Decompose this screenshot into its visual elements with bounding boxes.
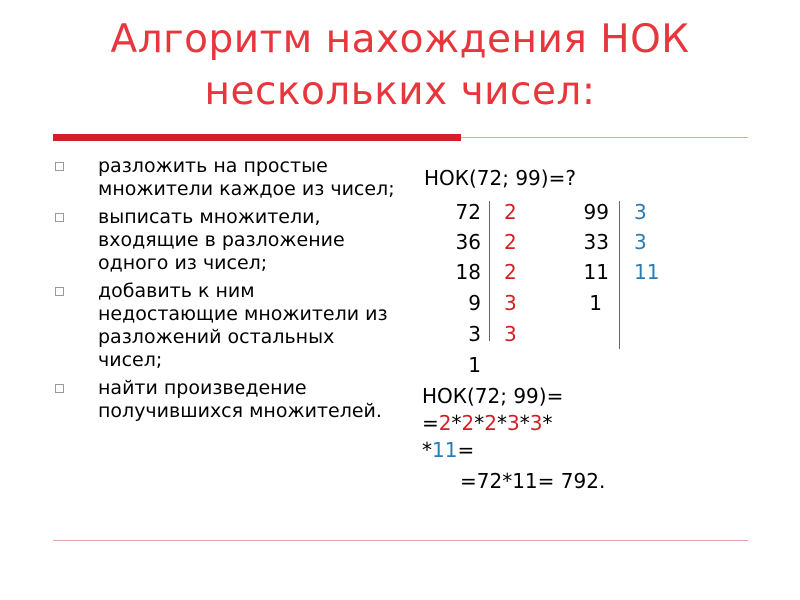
step-item	[55, 280, 395, 372]
factor-divider-left	[489, 201, 490, 341]
step-text: найти произведение получившихся множителей.	[98, 377, 382, 422]
product-factor: 3	[529, 411, 543, 435]
right-factor: 3	[634, 230, 647, 254]
step-item	[55, 206, 395, 275]
product-factor: 2	[461, 411, 475, 435]
divider-accent	[53, 134, 461, 141]
left-number: 36	[455, 230, 481, 254]
right-number: 99	[583, 200, 609, 224]
left-number: 18	[455, 260, 481, 284]
left-factor: 2	[504, 260, 517, 284]
left-factor: 2	[504, 200, 517, 224]
title-line-2: нескольких чисел:	[204, 69, 596, 114]
slide-title	[0, 14, 800, 118]
left-number: 72	[455, 200, 481, 224]
left-factor: 2	[504, 230, 517, 254]
square-bullet-icon	[55, 384, 64, 393]
product-star: *	[422, 438, 432, 462]
divider-bottom	[53, 540, 748, 541]
square-bullet-icon	[55, 213, 64, 222]
product-line	[422, 411, 552, 435]
step-text: разложить на простые множители каждое из чисел;	[98, 155, 395, 200]
right-number: 11	[583, 260, 609, 284]
step-item	[55, 377, 395, 423]
product-factor: 2	[438, 411, 452, 435]
right-factor: 3	[634, 200, 647, 224]
left-number: 1	[468, 353, 481, 377]
product-factor: 2	[484, 411, 497, 435]
left-factor: 3	[504, 291, 517, 315]
left-factor: 3	[504, 322, 517, 346]
right-number: 1	[589, 291, 602, 315]
square-bullet-icon	[55, 287, 64, 296]
right-number: 33	[583, 230, 609, 254]
step-text: выписать множители, входящие в разложение одного из чисел;	[98, 206, 345, 274]
left-number: 9	[468, 291, 481, 315]
product-star: *	[519, 411, 530, 435]
product-star: *	[542, 411, 553, 435]
example-question: НОК(72; 99)=?	[424, 166, 576, 190]
final-result: =72*11= 792.	[460, 469, 606, 493]
product-prefix: =	[422, 411, 439, 435]
steps-list	[55, 155, 395, 428]
right-factor: 11	[634, 260, 660, 284]
product-factor: 3	[506, 411, 520, 435]
step-item	[55, 155, 395, 201]
title-line-1: Алгоритм нахождения НОК	[110, 17, 690, 62]
step-text: добавить к ним недостающие множители из разложений остальных чисел;	[98, 280, 388, 371]
product-star: *	[474, 411, 485, 435]
result-head: НОК(72; 99)=	[422, 384, 564, 408]
product-line-2	[422, 438, 474, 462]
left-number: 3	[468, 322, 481, 346]
product-star: *	[451, 411, 462, 435]
product-factor-eleven: 11	[432, 438, 458, 462]
factor-divider-right	[619, 201, 620, 349]
square-bullet-icon	[55, 162, 64, 171]
product-equals: =	[457, 438, 475, 462]
product-star: *	[496, 411, 507, 435]
